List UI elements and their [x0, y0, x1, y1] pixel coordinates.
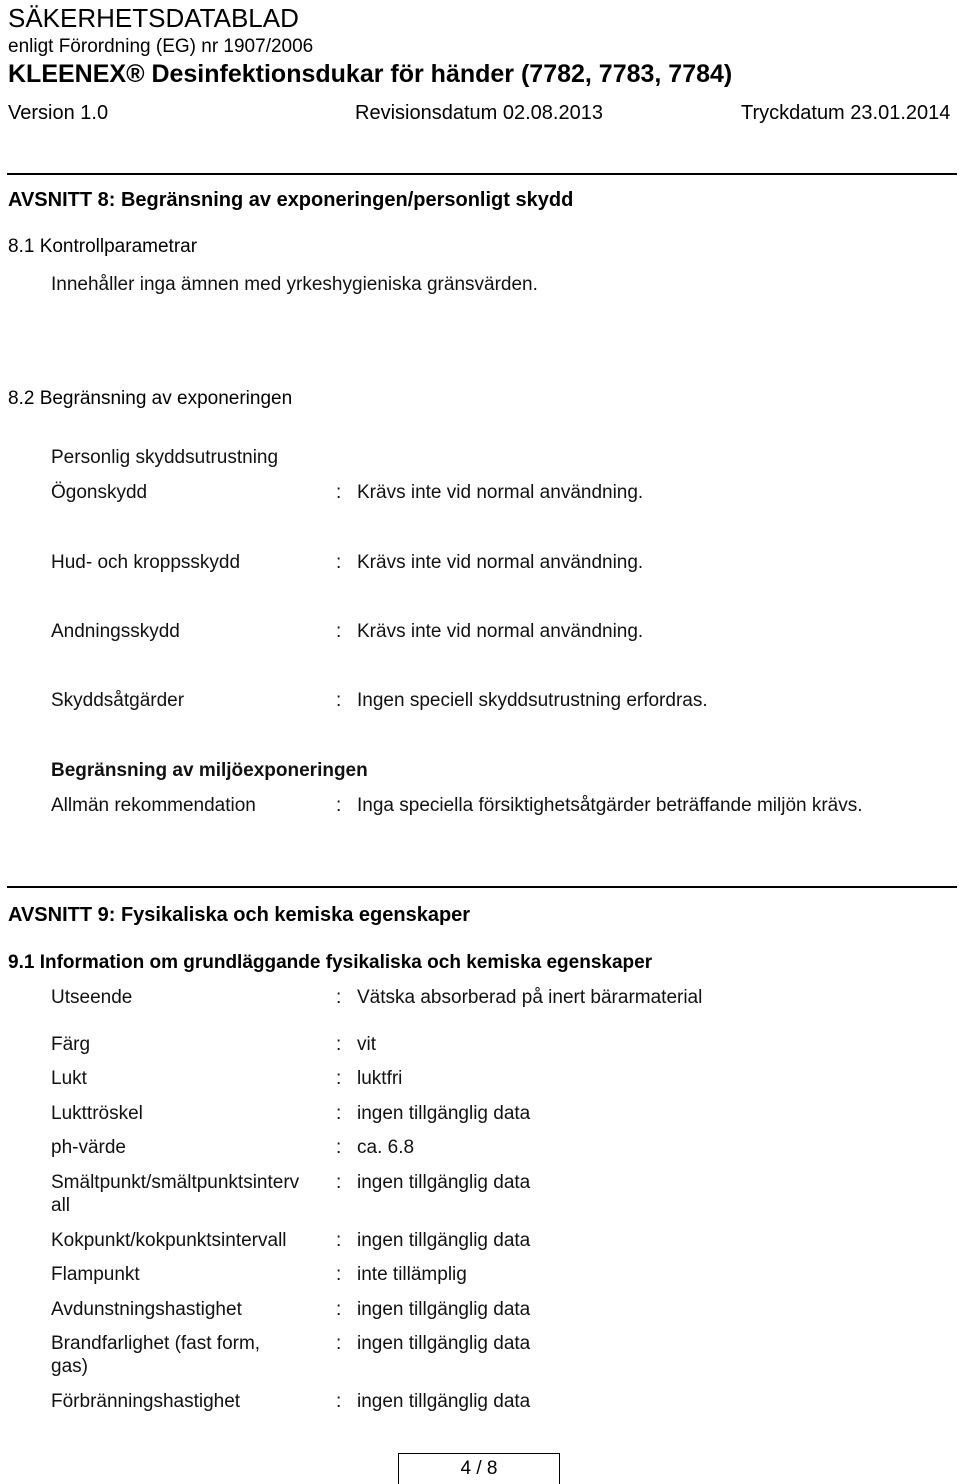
field-label: Andningsskydd: [51, 621, 180, 642]
field-label: Flampunkt: [51, 1264, 140, 1285]
page-number: 4 / 8: [398, 1453, 560, 1484]
field-value: Vätska absorberad på inert bärarmaterial: [357, 987, 703, 1008]
field-colon: :: [336, 1068, 342, 1089]
field-value: Krävs inte vid normal användning.: [357, 621, 644, 642]
field-label: Allmän rekommendation: [51, 795, 256, 816]
field-value: ca. 6.8: [357, 1137, 415, 1158]
field-value: Ingen speciell skyddsutrustning erfordras.: [357, 690, 708, 711]
subsection-8-2-title: 8.2 Begränsning av exponeringen: [8, 388, 293, 409]
subsection-9-1-title: 9.1 Information om grundläggande fysikaliska och kemiska egenskaper: [8, 952, 653, 973]
field-colon: :: [336, 1103, 342, 1124]
environment-heading: Begränsning av miljöexponeringen: [51, 760, 368, 781]
version-label: Version 1.0: [8, 102, 109, 124]
field-value: ingen tillgänglig data: [357, 1299, 531, 1320]
field-colon: :: [336, 795, 342, 816]
field-label: Kokpunkt/kokpunktsintervall: [51, 1230, 287, 1251]
revision-date: Revisionsdatum 02.08.2013: [355, 102, 603, 124]
subsection-8-1-text: Innehåller inga ämnen med yrkeshygieniska gränsvärden.: [51, 274, 538, 295]
field-colon: :: [336, 1034, 342, 1055]
field-colon: :: [336, 1391, 342, 1412]
field-colon: :: [336, 1137, 342, 1158]
field-colon: :: [336, 482, 342, 503]
field-value: Inga speciella försiktighetsåtgärder beträffande miljön krävs.: [357, 795, 863, 816]
print-date: Tryckdatum 23.01.2014: [741, 102, 951, 124]
product-name: KLEENEX® Desinfektionsdukar för händer (7782, 7783, 7784): [8, 60, 733, 88]
field-label: Lukt: [51, 1068, 87, 1089]
field-colon: :: [336, 987, 342, 1008]
field-label: Färg: [51, 1034, 91, 1055]
ppe-heading: Personlig skyddsutrustning: [51, 447, 279, 468]
subsection-8-1-title: 8.1 Kontrollparametrar: [8, 236, 198, 257]
field-label: ph-värde: [51, 1137, 126, 1158]
document-title: SÄKERHETSDATABLAD: [8, 3, 299, 33]
field-value: ingen tillgänglig data: [357, 1172, 531, 1193]
field-value: ingen tillgänglig data: [357, 1333, 531, 1354]
field-value: Krävs inte vid normal användning.: [357, 552, 644, 573]
section-divider: [7, 173, 957, 175]
field-colon: :: [336, 552, 342, 573]
field-value: vit: [357, 1034, 376, 1055]
field-colon: :: [336, 1333, 342, 1354]
section-divider: [7, 886, 957, 888]
field-value: luktfri: [357, 1068, 403, 1089]
field-colon: :: [336, 1299, 342, 1320]
field-label: Brandfarlighet (fast form, gas): [51, 1333, 261, 1377]
field-colon: :: [336, 690, 342, 711]
field-label: Lukttröskel: [51, 1103, 143, 1124]
field-label: Skyddsåtgärder: [51, 690, 185, 711]
regulation-subtitle: enligt Förordning (EG) nr 1907/2006: [8, 36, 314, 57]
field-label: Utseende: [51, 987, 133, 1008]
field-label: Avdunstningshastighet: [51, 1299, 242, 1320]
section-9-title: AVSNITT 9: Fysikaliska och kemiska egenskaper: [8, 904, 471, 926]
field-label: Hud- och kroppsskydd: [51, 552, 241, 573]
field-value: Krävs inte vid normal användning.: [357, 482, 644, 503]
field-label: Ögonskydd: [51, 482, 148, 503]
field-colon: :: [336, 1264, 342, 1285]
field-colon: :: [336, 621, 342, 642]
field-label: Smältpunkt/smältpunktsinterv all: [51, 1172, 300, 1216]
field-value: inte tillämplig: [357, 1264, 467, 1285]
section-8-title: AVSNITT 8: Begränsning av exponeringen/personligt skydd: [8, 189, 574, 211]
field-label: Förbränningshastighet: [51, 1391, 241, 1412]
field-value: ingen tillgänglig data: [357, 1391, 531, 1412]
field-value: ingen tillgänglig data: [357, 1230, 531, 1251]
field-colon: :: [336, 1172, 342, 1193]
field-value: ingen tillgänglig data: [357, 1103, 531, 1124]
field-colon: :: [336, 1230, 342, 1251]
